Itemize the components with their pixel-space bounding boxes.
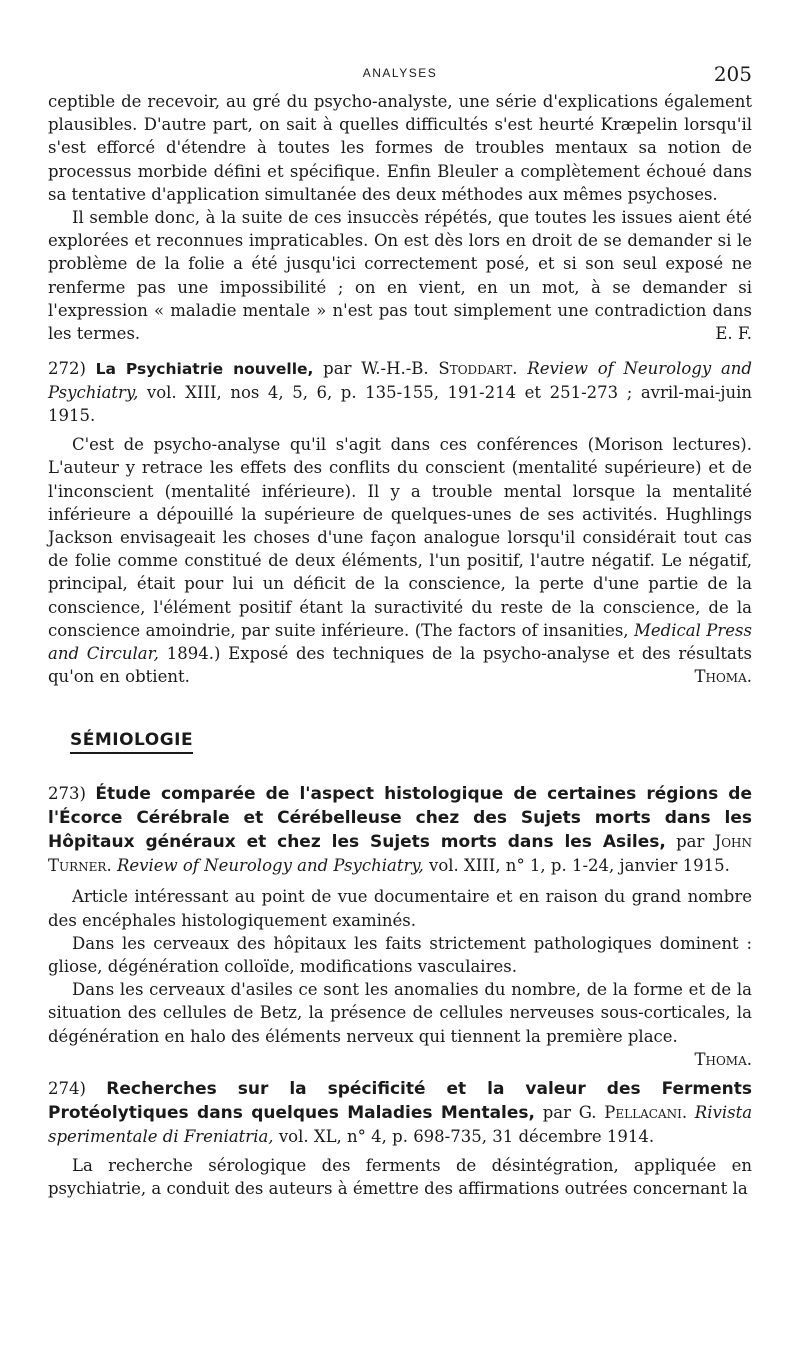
entry-body-text-end: 1894.) Exposé des techniques de la psycho-analyse et des résultats qu'on en obtient. bbox=[48, 644, 752, 687]
entry-details: vol. XL, n° 4, p. 698-735, 31 décembre 1914. bbox=[278, 1127, 655, 1147]
entry-body: Article intéressant au point de vue documentaire et en raison du grand nombre des encéphales histologiquement examinés. bbox=[48, 887, 752, 930]
entry-author: Pellacani. bbox=[604, 1103, 688, 1123]
entry-body: La recherche sérologique des ferments de désintégration, appliquée en psychiatrie, a conduit des auteurs à émettre des affirmations outrées concernant la bbox=[48, 1156, 752, 1199]
reviewer-signature: E. F. bbox=[715, 324, 752, 344]
paragraph-text: Il semble donc, à la suite de ces insuccès répétés, que toutes les issues aient été explorées et reconnues impraticables. On est dès lors en droit de se demander si le problème de la folie a été jusqu'ici correctement posé, et si son seul exposé ne renferme pas une impossibilité ; on en vient, en un mot, à se demander si l'expression « maladie mentale » n'est pas tout simplement une contradiction dans les termes. bbox=[48, 208, 752, 344]
running-head bbox=[48, 62, 752, 90]
entry-journal: Review of Neurology and Psychiatry, bbox=[48, 359, 752, 403]
entry-title: Étude comparée de l'aspect histologique de certaines régions de l'Écorce Cérébrale et Cérébelleuse chez des Sujets morts dans les Hôpitaux généraux et chez les Sujets morts dans les Asiles, bbox=[48, 784, 753, 853]
entry-journal: Rivista sperimentale di Freniatria, bbox=[48, 1103, 753, 1147]
running-title: ANALYSES bbox=[362, 66, 438, 80]
entry-by: par bbox=[676, 832, 705, 852]
entry-number: 273) bbox=[48, 784, 86, 804]
entry-body-journal: Medical Press and Circular, bbox=[48, 620, 752, 664]
entry-journal: Review of Neurology and Psychiatry, bbox=[116, 856, 424, 876]
entry-heading bbox=[48, 1077, 752, 1148]
entry-body: Dans les cerveaux d'asiles ce sont les anomalies du nombre, de la forme et de la situation des cellules de Betz, la présence de cellules nerveuses sous-corticales, la dégénération en halo des éléments nerveux qui tiennent la première place. bbox=[48, 980, 752, 1046]
page bbox=[48, 62, 752, 1201]
entry-number: 272) bbox=[48, 359, 86, 379]
entry-number: 274) bbox=[48, 1079, 86, 1099]
entry-heading bbox=[48, 782, 752, 877]
entry-title: La Psychiatrie nouvelle, bbox=[95, 360, 314, 379]
reviewer-signature: Thoma. bbox=[694, 667, 752, 687]
entry-signature-line bbox=[48, 1048, 752, 1071]
entry-by: par G. bbox=[542, 1103, 597, 1123]
paragraph-continuation: ceptible de recevoir, au gré du psycho-analyste, une série d'explications également plausibles. D'autre part, on sait à quelles difficultés s'est heurté Kræpelin lorsqu'il s'est efforcé d'étendre à toutes les formes de troubles mentaux sa notion de processus morbide défini et spécifique. Enfin Bleuler a complètement échoué dans sa tentative d'application simultanée des deux méthodes aux mêmes psychoses. bbox=[48, 92, 752, 204]
entry-author: Stoddart. bbox=[438, 359, 518, 379]
entry-body: Dans les cerveaux des hôpitaux les faits strictement pathologiques dominent : gliose, dégénération colloïde, modifications vasculaires. bbox=[48, 933, 752, 977]
entry-details: vol. XIII, nos 4, 5, 6, p. 135-155, 191-214 et 251-273 ; avril-mai-juin 1915. bbox=[48, 383, 752, 426]
entry-body bbox=[48, 433, 752, 688]
review-entry-273 bbox=[48, 782, 752, 1071]
section-heading: SÉMIOLOGIE bbox=[70, 730, 193, 754]
reviewer-signature: Thoma. bbox=[694, 1049, 752, 1069]
entry-body-text: C'est de psycho-analyse qu'il s'agit dans ces conférences (Morison lectures). L'auteur y retrace les effets des conflits du conscient (mentalité supérieure) et de l'inconscient (mentalité inférieure). Il y a trouble mental lorsque la mentalité inférieure a dépouillé la supérieure de quelques-unes de ses activités. Hughlings Jackson envisageait les choses d'une façon analogue lorsqu'il considérait tout cas de folie comme constitué de deux éléments, l'un positif, l'autre négatif. Le négatif, principal, était pour lui un déficit de la conscience, la perte d'une partie de la conscience, l'élément positif étant la suractivité du reste de la conscience, de la conscience amoindrie, par suite inférieure. (The factors of insanities, bbox=[48, 435, 752, 640]
entry-title: Recherches sur la spécificité et la valeur des Ferments Protéolytiques dans quelques Maladies Mentales, bbox=[48, 1079, 752, 1124]
review-entry-274 bbox=[48, 1077, 752, 1200]
review-entry-272 bbox=[48, 357, 752, 688]
entry-heading bbox=[48, 357, 752, 427]
entry-by: par W.-H.-B. bbox=[323, 359, 429, 379]
entry-details: vol. XIII, n° 1, p. 1-24, janvier 1915. bbox=[429, 856, 730, 876]
paragraph-conclusion bbox=[48, 206, 752, 345]
entry-author: John Turner. bbox=[48, 832, 753, 876]
page-number: 205 bbox=[713, 62, 752, 86]
